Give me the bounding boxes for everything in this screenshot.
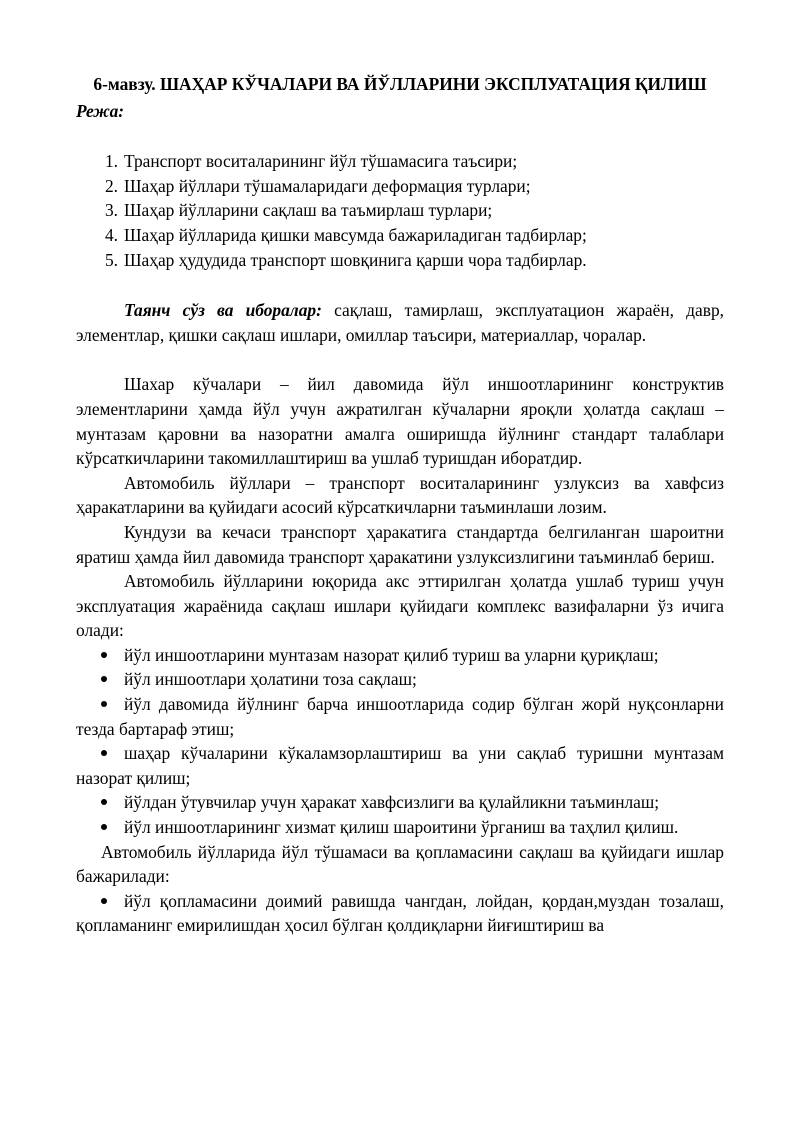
- bullet-text: йўлдан ўтувчилар учун ҳаракат хавфсизлиги ва қулайликни таъминлаш;: [124, 792, 660, 813]
- plan-item: [76, 174, 724, 199]
- bullet-text: йўл иншоотларининг хизмат қилиш шароитини ўрганиш ва таҳлил қилиш.: [124, 817, 679, 838]
- document-page: [76, 72, 724, 938]
- page-title: 6-мавзу. ШАҲАР КЎЧАЛАРИ ВА ЙЎЛЛАРИНИ ЭКСПЛУАТАЦИЯ ҚИЛИШ: [93, 74, 707, 94]
- body-paragraph: Кундузи ва кечаси транспорт ҳаракатига стандартда белгиланган шароитни яратиш ҳамда йил давомида транспорт ҳаракатини узлуксизлигини таъминлаб бериш.: [76, 521, 724, 567]
- body-paragraph: Автомобиль йўлларида йўл тўшамаси ва қопламасини сақлаш ва қуйидаги ишлар бажарилади:: [76, 841, 724, 887]
- keywords-label: Таянч сўз ва иборалар:: [124, 300, 322, 321]
- bullet-text: йўл иншоотлари ҳолатини тоза сақлаш;: [124, 669, 417, 690]
- plan-item-number: 5.: [104, 249, 118, 270]
- bullet-icon: [101, 692, 124, 717]
- plan-item: [76, 223, 724, 248]
- plan-item-text: Шаҳар ҳудудида транспорт шовқинига қарши чора тадбирлар.: [124, 249, 587, 270]
- bullet-item: [76, 815, 724, 840]
- bullet-item: [76, 667, 724, 692]
- plan-label: Режа:: [76, 100, 125, 121]
- bullet-icon: [101, 643, 124, 668]
- body-paragraph: Автомобиль йўлларини юқорида акс эттирилган ҳолатда ушлаб туриш учун эксплуатация жараёнида сақлаш ишлари қуйидаги комплекс вазифаларни ўз ичига олади:: [76, 571, 724, 641]
- plan-item: [76, 198, 724, 223]
- body-paragraph: Шахар кўчалари – йил давомида йўл иншоотларининг конструктив элементларини ҳамда йўл учун ажратилган кўчаларни яроқли ҳолатда сақлаш – мунтазам қаровни ва назоратни амалга оширишда йўлнинг стандарт талаблари кўрсаткичларини такомиллаштириш ва ушлаб туришдан иборатдир.: [76, 374, 724, 469]
- bullet-list: [76, 889, 724, 938]
- plan-item-number: 3.: [104, 200, 118, 221]
- body-paragraph: Автомобиль йўллари – транспорт воситаларининг узлуксиз ва хавфсиз ҳаракатларини ва қуйидаги асосий кўрсаткичларни таъминлаши лозим.: [76, 472, 724, 518]
- plan-item-number: 1.: [104, 151, 118, 172]
- plan-item: [76, 248, 724, 273]
- plan-item-text: Шаҳар йўлларида қишки мавсумда бажариладиган тадбирлар;: [124, 224, 587, 245]
- plan-item-text: Транспорт воситаларининг йўл тўшамасига таъсири;: [124, 151, 518, 172]
- bullet-text: йўл давомида йўлнинг барча иншоотларида содир бўлган жорй нуқсонларни тезда бартараф этиш;: [76, 694, 724, 739]
- plan-item: [76, 149, 724, 174]
- bullet-text: йўл иншоотларини мунтазам назорат қилиб туриш ва уларни қуриқлаш;: [124, 644, 659, 665]
- bullet-item: [76, 741, 724, 790]
- keywords-paragraph: [76, 298, 724, 347]
- bullet-icon: [101, 790, 124, 815]
- bullet-item: [76, 889, 724, 938]
- plan-item-number: 4.: [104, 224, 118, 245]
- plan-list: [76, 149, 724, 272]
- bullet-list: [76, 643, 724, 840]
- bullet-icon: [101, 741, 124, 766]
- plan-item-text: Шаҳар йўлларини сақлаш ва таъмирлаш турлари;: [124, 200, 493, 221]
- keywords-text: сақлаш, тамирлаш, эксплуатацион жараён, давр, элементлар, қишки сақлаш ишлари, омиллар таъсири, материаллар, чоралар.: [76, 300, 725, 345]
- bullet-text: йўл қопламасини доимий равишда чангдан, лойдан, қордан,муздан тозалаш, қопламанинг емирилишдан ҳосил бўлган қолдиқларни йиғиштириш ва: [76, 890, 724, 936]
- bullet-item: [76, 790, 724, 815]
- bullet-icon: [101, 889, 124, 914]
- plan-item-number: 2.: [104, 175, 118, 196]
- bullet-icon: [101, 667, 124, 692]
- plan-item-text: Шаҳар йўллари тўшамаларидаги деформация турлари;: [124, 175, 531, 196]
- bullet-icon: [101, 815, 124, 840]
- bullet-item: [76, 643, 724, 668]
- bullet-item: [76, 692, 724, 741]
- bullet-text: шаҳар кўчаларини кўкаламзорлаштириш ва уни сақлаб туришни мунтазам назорат қилиш;: [76, 743, 724, 788]
